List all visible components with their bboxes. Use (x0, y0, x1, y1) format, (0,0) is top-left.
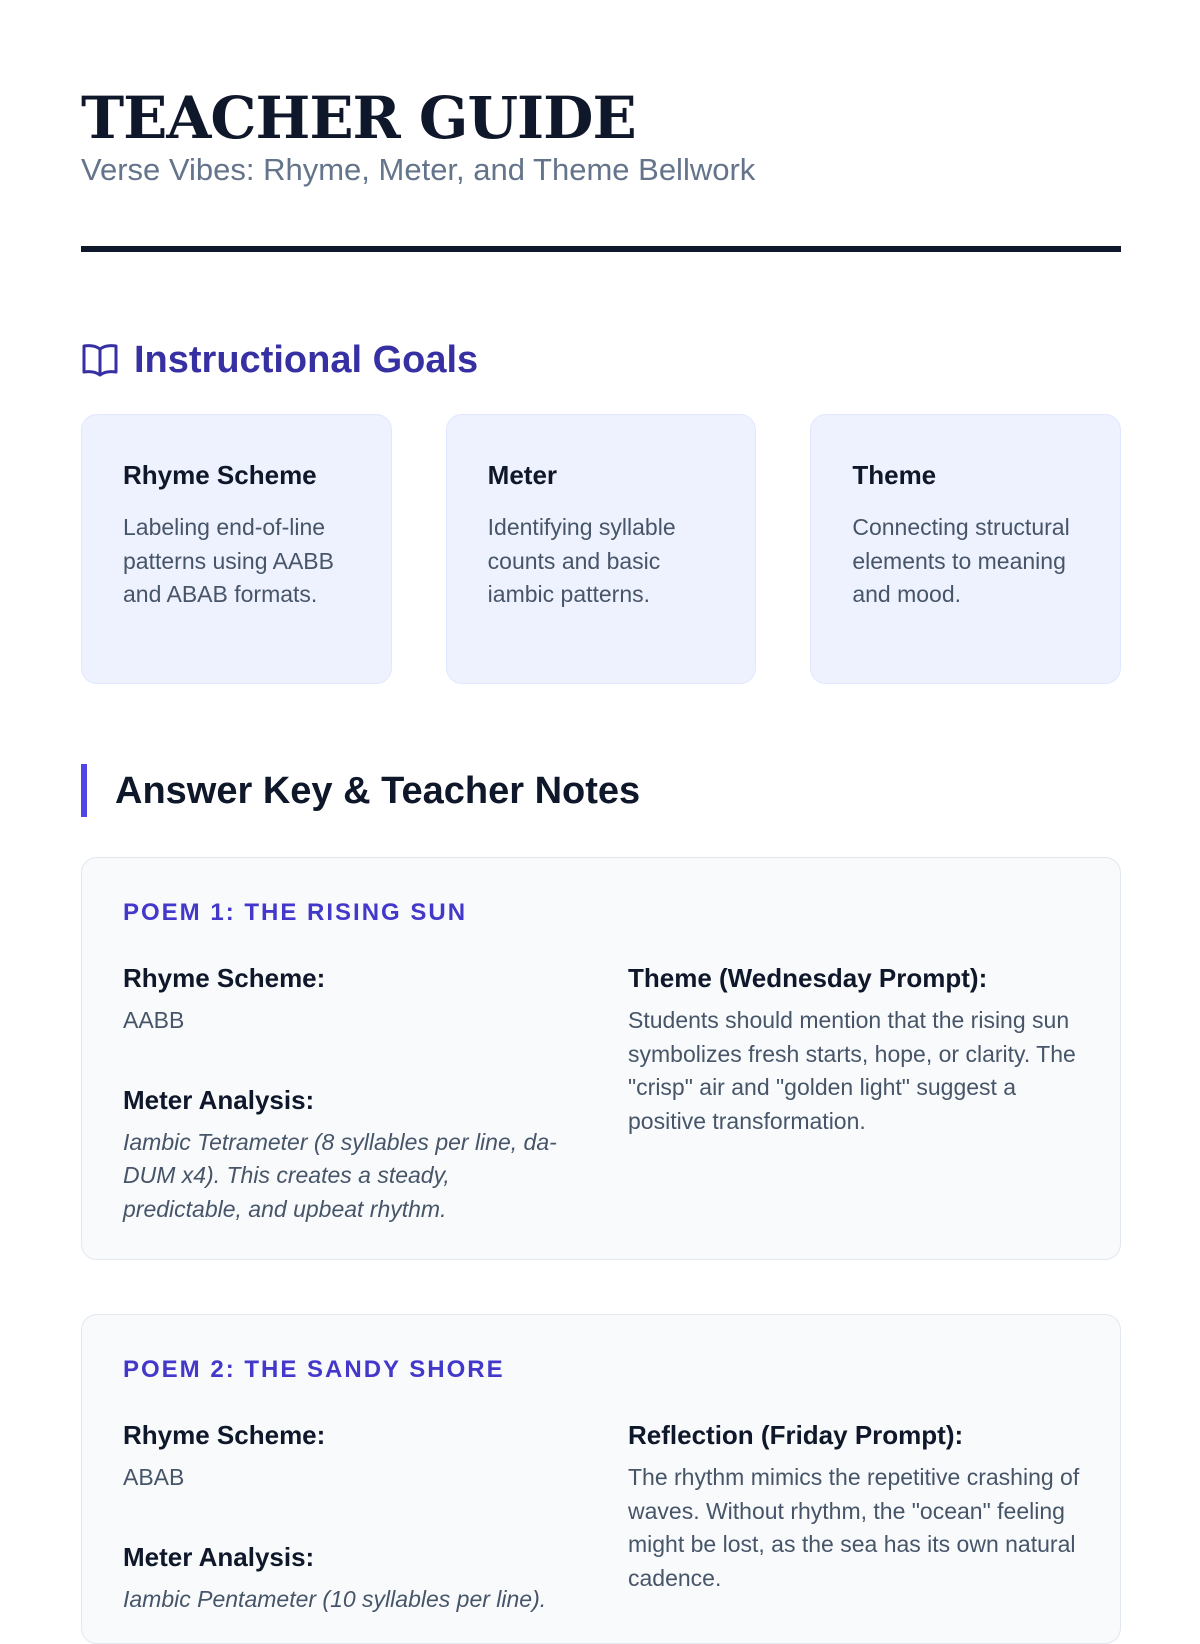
rhyme-scheme-value: AABB (123, 1007, 185, 1033)
rhyme-scheme-label: Rhyme Scheme: (123, 1420, 326, 1450)
answer-key-heading (81, 764, 640, 817)
meter-analysis-label: Meter Analysis: (123, 1084, 315, 1115)
poem-left-column (123, 962, 573, 1226)
prompt-label: Theme (Wednesday Prompt): (628, 963, 988, 993)
goal-card-meter (446, 414, 757, 684)
header-divider (81, 246, 1121, 252)
goal-card-title: Theme (852, 460, 937, 490)
poem-label: POEM 2: THE SANDY SHORE (123, 1356, 505, 1383)
instructional-goals-heading (81, 336, 478, 384)
prompt-value: The rhythm mimics the repetitive crashing of waves. Without rhythm, the "ocean" feeling might be lost, as the sea has its own natural cadence. (628, 1464, 1080, 1591)
goal-card-text: Labeling end-of-line patterns using AABB and ABAB formats. (123, 514, 334, 607)
goal-card-title: Meter (487, 460, 558, 490)
poem-right-column (628, 962, 1083, 1138)
poem-card-1 (81, 857, 1121, 1260)
poem-label: POEM 1: THE RISING SUN (123, 899, 468, 926)
poem-right-column (628, 1419, 1083, 1595)
meter-analysis-value: Iambic Tetrameter (8 syllables per line, da-DUM x4). This creates a steady, predictable, and upbeat rhythm. (123, 1128, 557, 1222)
section-title: Instructional Goals (134, 339, 479, 381)
goal-card-title: Rhyme Scheme (123, 460, 317, 490)
goal-card-text: Connecting structural elements to meaning and mood. (852, 514, 1070, 607)
heading-accent-bar (81, 764, 87, 817)
poem-left-column (123, 1419, 573, 1616)
prompt-label: Reflection (Friday Prompt): (628, 1420, 964, 1450)
goal-card-rhyme-scheme (81, 414, 392, 684)
page-title: TEACHER GUIDE (81, 84, 636, 152)
poem-card-2 (81, 1314, 1121, 1644)
meter-analysis-label: Meter Analysis: (123, 1541, 315, 1572)
goals-grid (81, 414, 1121, 684)
meter-analysis-value: Iambic Pentameter (10 syllables per line). (123, 1585, 547, 1612)
goal-card-theme (810, 414, 1121, 684)
rhyme-scheme-label: Rhyme Scheme: (123, 963, 326, 993)
book-open-icon (81, 343, 119, 377)
rhyme-scheme-value: ABAB (123, 1464, 185, 1490)
prompt-value: Students should mention that the rising sun symbolizes fresh starts, hope, or clarity. The "crisp" air and "golden light" suggest a positive transformation. (628, 1007, 1076, 1134)
section-title: Answer Key & Teacher Notes (115, 769, 641, 812)
page-subtitle: Verse Vibes: Rhyme, Meter, and Theme Bellwork (81, 152, 756, 187)
goal-card-text: Identifying syllable counts and basic iambic patterns. (487, 514, 676, 607)
